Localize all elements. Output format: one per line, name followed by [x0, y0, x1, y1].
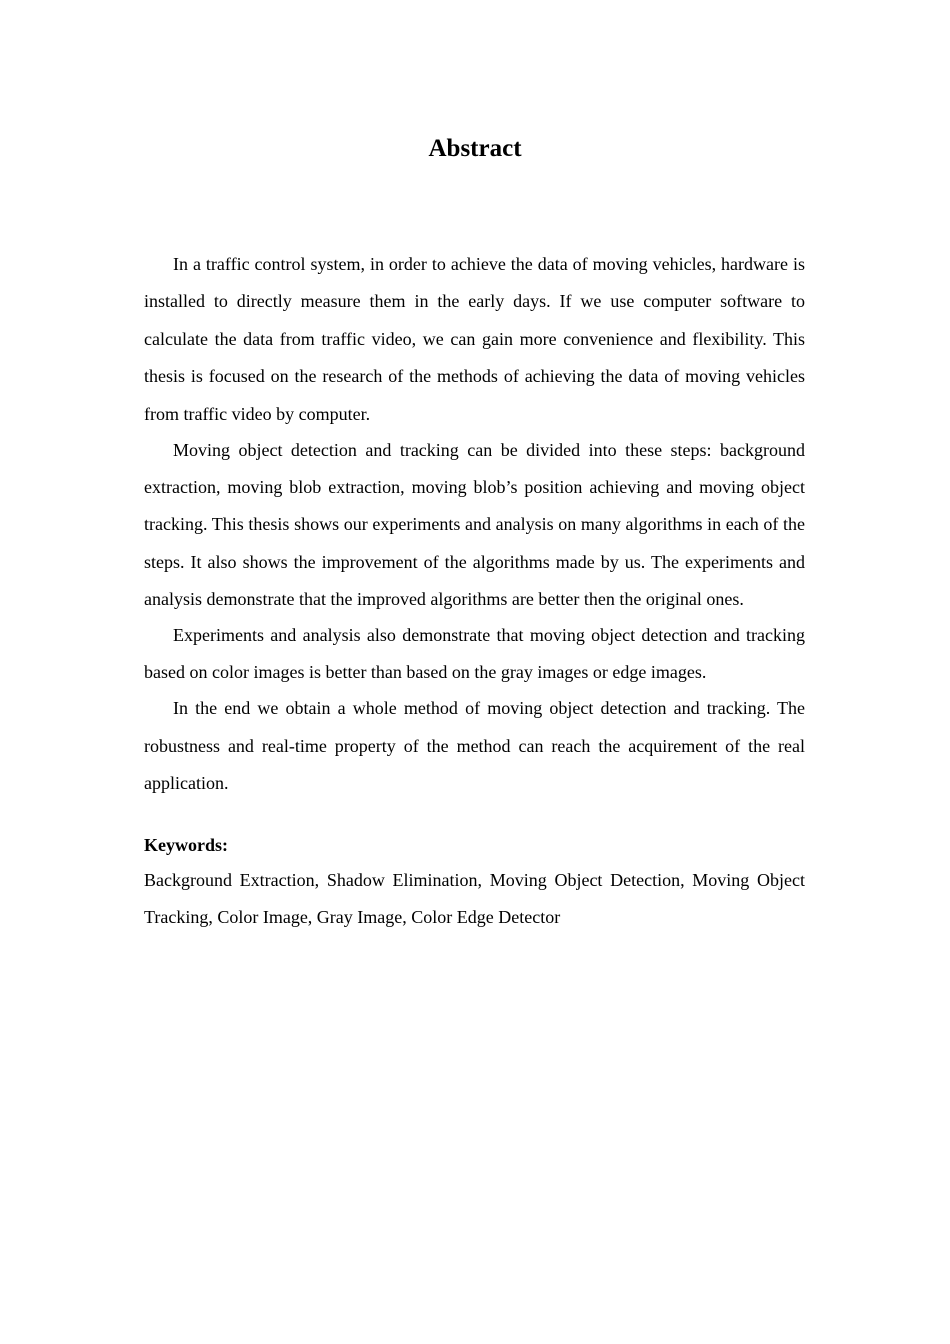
keywords-list: Background Extraction, Shadow Elimination, Moving Object Detection, Moving Object Tracking, Color Image, Gray Image, Color Edge Detector [144, 870, 805, 928]
abstract-paragraph-4: In the end we obtain a whole method of moving object detection and tracking. The robustness and real-time property of the method can reach the acquirement of the real application. [144, 698, 805, 794]
abstract-paragraph-1: In a traffic control system, in order to achieve the data of moving vehicles, hardware is installed to directly measure them in the early days. If we use computer software to calculate the data from traffic video, we can gain more convenience and flexibility. This thesis is focused on the research of the methods of achieving the data of moving vehicles from traffic video by computer. [144, 254, 805, 424]
keywords-heading: Keywords: [144, 834, 228, 855]
abstract-paragraph-2: Moving object detection and tracking can be divided into these steps: background extraction, moving blob extraction, moving blob’s position achieving and moving object tracking. This thesis shows our experiments and analysis on many algorithms in each of the steps. It also shows the improvement of the algorithms made by us. The experiments and analysis demonstrate that the improved algorithms are better then the original ones. [144, 439, 805, 610]
abstract-body [144, 246, 805, 937]
page-title: Abstract [428, 135, 522, 162]
abstract-paragraph-3: Experiments and analysis also demonstrate that moving object detection and tracking based on color images is better than based on the gray images or edge images. [144, 625, 805, 683]
